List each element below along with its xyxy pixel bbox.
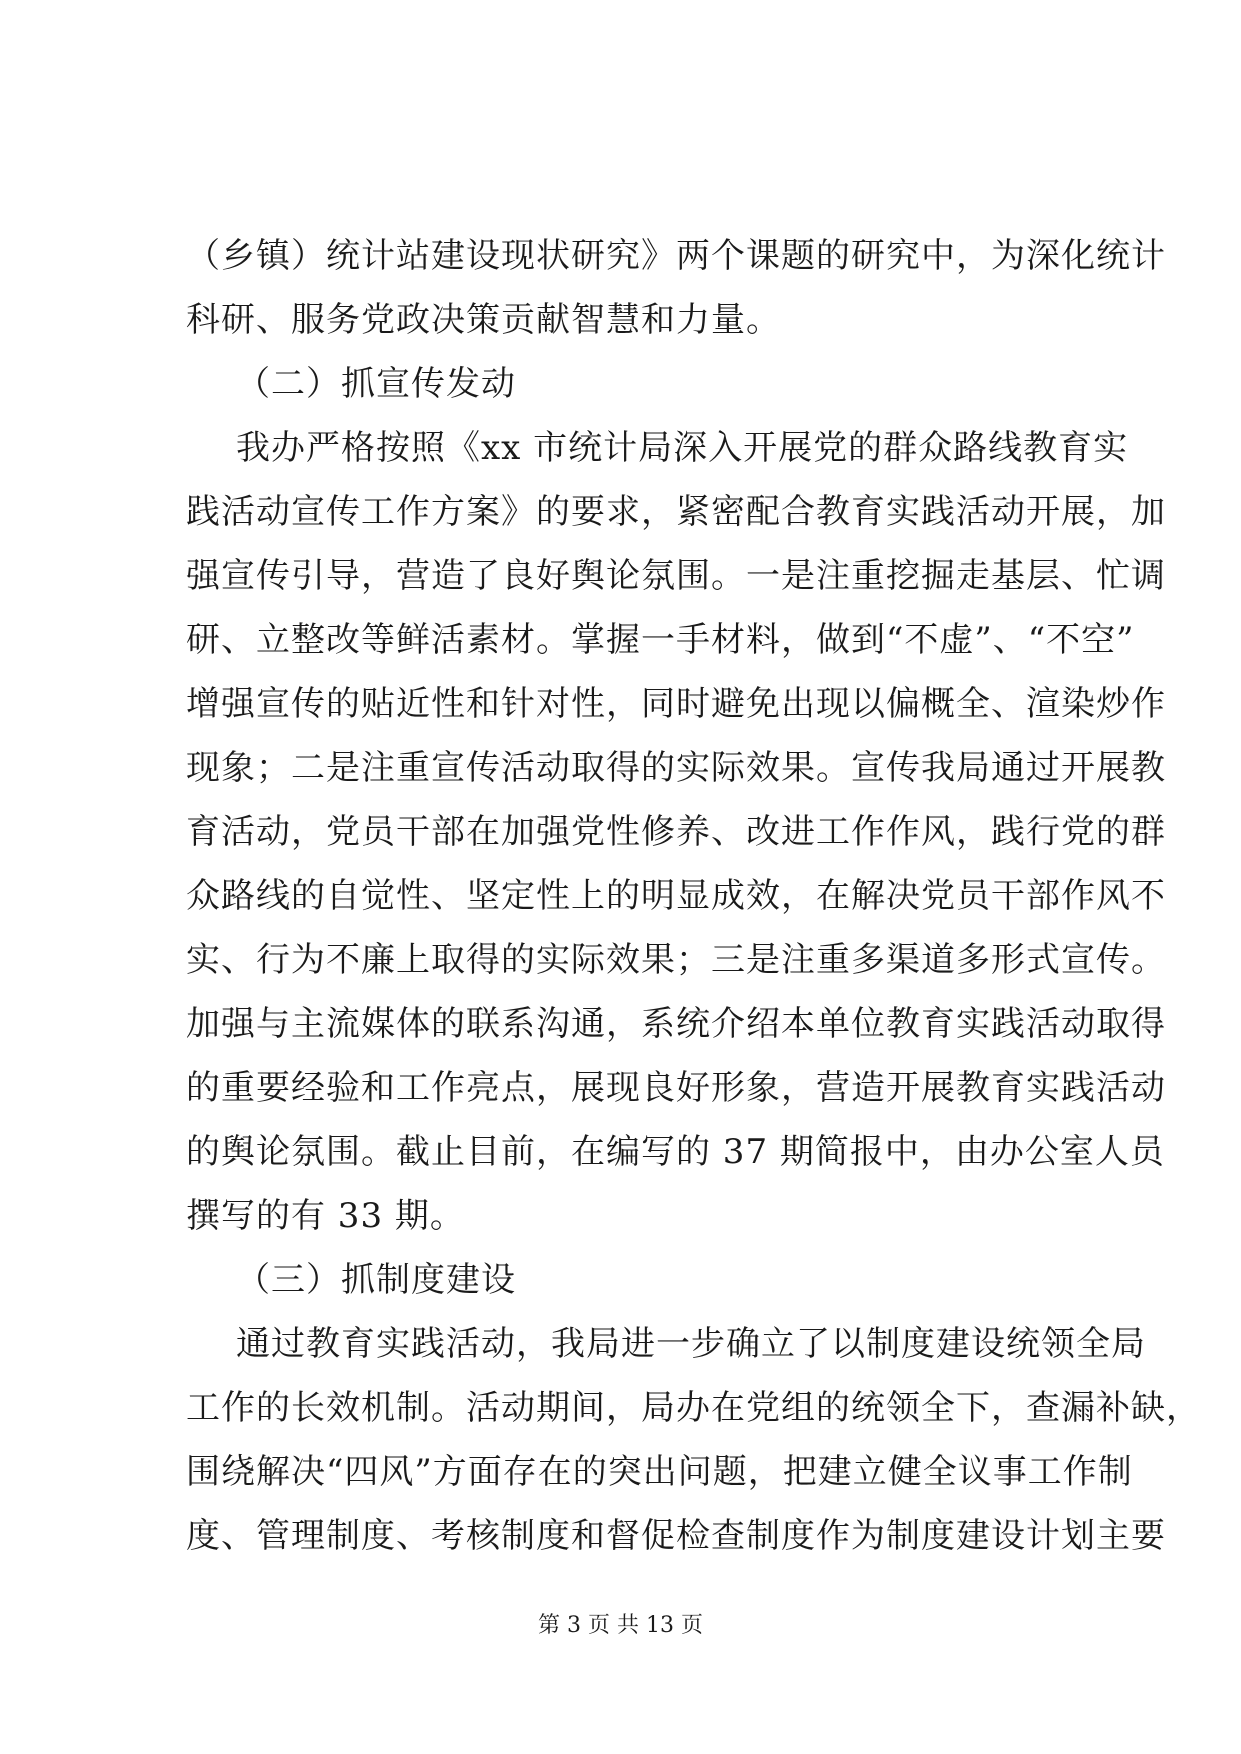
document-body bbox=[186, 224, 1201, 1568]
text-line: 的重要经验和工作亮点，展现良好形象，营造开展教育实践活动 bbox=[186, 1068, 1166, 1108]
text-line: 通过教育实践活动，我局进一步确立了以制度建设统领全局 bbox=[236, 1324, 1146, 1364]
text-line: 工作的长效机制。活动期间，局办在党组的统领全下，查漏补缺， bbox=[186, 1388, 1201, 1428]
text-line: 增强宣传的贴近性和针对性，同时避免出现以偏概全、渲染炒作 bbox=[186, 684, 1166, 724]
text-line: 研、立整改等鲜活素材。掌握一手材料，做到“不虚”、“不空” bbox=[186, 620, 1135, 660]
text-line: 现象；二是注重宣传活动取得的实际效果。宣传我局通过开展教 bbox=[186, 748, 1166, 788]
text-line: 强宣传引导，营造了良好舆论氛围。一是注重挖掘走基层、忙调 bbox=[186, 556, 1166, 596]
text-line: 科研、服务党政决策贡献智慧和力量。 bbox=[186, 300, 781, 340]
text-line: 众路线的自觉性、坚定性上的明显成效，在解决党员干部作风不 bbox=[186, 876, 1166, 916]
text-line: 围绕解决“四风”方面存在的突出问题，把建立健全议事工作制 bbox=[186, 1452, 1133, 1492]
text-line: 度、管理制度、考核制度和督促检查制度作为制度建设计划主要 bbox=[186, 1516, 1166, 1556]
text-line: 我办严格按照《xx 市统计局深入开展党的群众路线教育实 bbox=[236, 428, 1129, 468]
text-line: 撰写的有 33 期。 bbox=[186, 1196, 465, 1236]
text-line: 加强与主流媒体的联系沟通，系统介绍本单位教育实践活动取得 bbox=[186, 1004, 1166, 1044]
section-heading: （三）抓制度建设 bbox=[236, 1260, 516, 1300]
text-line: 育活动，党员干部在加强党性修养、改进工作作风，践行党的群 bbox=[186, 812, 1166, 852]
text-line: 践活动宣传工作方案》的要求，紧密配合教育实践活动开展，加 bbox=[186, 492, 1166, 532]
section-heading: （二）抓宣传发动 bbox=[236, 364, 516, 404]
text-line: （乡镇）统计站建设现状研究》两个课题的研究中，为深化统计 bbox=[186, 236, 1166, 276]
text-line: 的舆论氛围。截止目前，在编写的 37 期简报中，由办公室人员 bbox=[186, 1132, 1165, 1172]
text-line: 实、行为不廉上取得的实际效果；三是注重多渠道多形式宣传。 bbox=[186, 940, 1166, 980]
page-number-footer: 第 3 页 共 13 页 bbox=[538, 1613, 703, 1638]
